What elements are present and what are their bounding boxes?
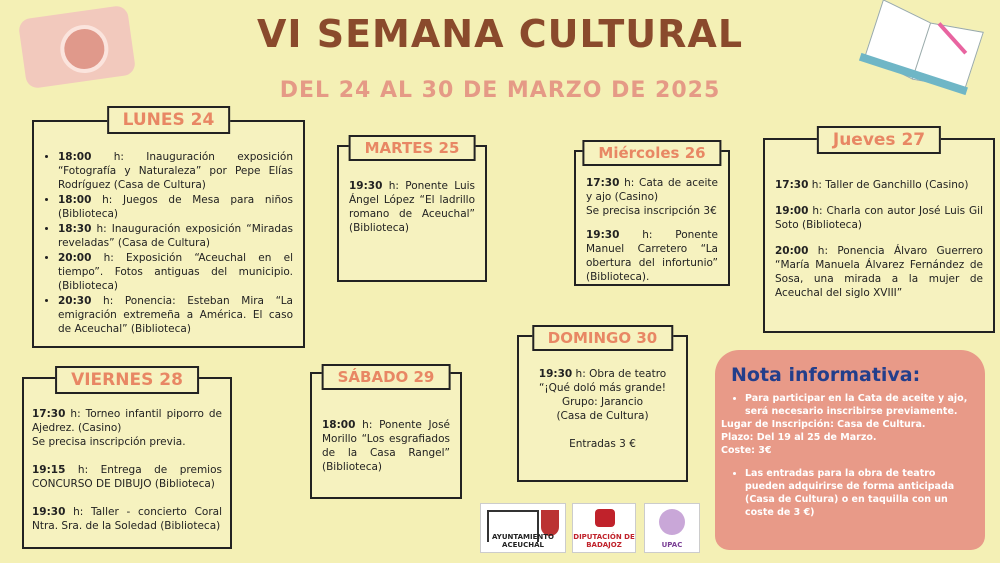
- info-note: [715, 350, 985, 550]
- event-item: 19:30 h: Ponente Luis Ángel López “El ladrillo romano de Aceuchal” (Biblioteca): [349, 180, 475, 234]
- event-item: 19:30 h: Ponente Manuel Carretero “La obertura del infortunio” (Biblioteca).: [586, 229, 718, 283]
- event-item: 20:00 h: Ponencia Álvaro Guerrero “María Manuela Álvarez Fernández de Sosa, una mirada a la mujer de Aceuchal del siglo XVIII”: [775, 245, 983, 299]
- event-item: • 18:30 h: Inauguración exposición “Miradas reveladas” (Casa de Cultura): [58, 222, 293, 250]
- info-note-body: [721, 392, 975, 519]
- day-body-sabado: [322, 418, 450, 486]
- event-item: 18:00 h: Ponente José Morillo “Los esgrafiados de la Casa Rangel” (Biblioteca): [322, 419, 450, 473]
- day-box-martes: [337, 139, 487, 282]
- upac-logo: UPAC: [644, 503, 700, 553]
- note-bullet: • Las entradas para la obra de teatro pueden adquirirse de forma anticipada (Casa de Cultura) o en taquilla con un coste de 3 €): [745, 467, 975, 519]
- note-plazo: Plazo: Del 19 al 25 de Marzo.: [721, 432, 877, 443]
- event-item: 19:30 h: Obra de teatro “¡Qué doló más grande! Grupo: Jarancio (Casa de Cultura): [538, 368, 667, 422]
- day-body-viernes: [32, 407, 222, 545]
- day-box-sabado: [310, 368, 462, 499]
- day-body-martes: [349, 179, 475, 247]
- event-item: • 20:00 h: Exposición “Aceuchal en el tiempo”. Fotos antiguas del municipio. (Biblioteca): [58, 251, 293, 293]
- day-body-domingo: [529, 367, 676, 463]
- day-title-jueves: Jueves 27: [817, 126, 941, 154]
- day-title-martes: MARTES 25: [349, 135, 476, 161]
- upac-emblem-icon: [659, 509, 685, 535]
- event-item: • 20:30 h: Ponencia: Esteban Mira “La emigración extremeña a América. El caso de Aceuchal” (Biblioteca): [58, 294, 293, 336]
- diputacion-logo: DIPUTACIÓN DE BADAJOZ: [572, 503, 636, 553]
- ayuntamiento-logo: AYUNTAMIENTO ACEUCHAL: [480, 503, 566, 553]
- note-coste: Coste: 3€: [721, 445, 772, 456]
- day-box-jueves: [763, 130, 995, 333]
- day-box-viernes: [22, 370, 232, 549]
- event-item: 19:15 h: Entrega de premios CONCURSO DE DIBUJO (Biblioteca): [32, 464, 222, 490]
- day-box-miercoles: [574, 144, 730, 286]
- day-title-domingo: DOMINGO 30: [532, 325, 673, 351]
- day-title-viernes: VIERNES 28: [55, 366, 199, 394]
- event-item: 17:30 h: Torneo infantil piporro de Ajedrez. (Casino) Se precisa inscripción previa.: [32, 408, 222, 448]
- day-body-miercoles: [586, 176, 718, 296]
- info-note-title: Nota informativa:: [731, 364, 921, 386]
- day-title-sabado: SÁBADO 29: [322, 364, 451, 390]
- day-box-lunes: [32, 110, 305, 348]
- event-item: • 18:00 h: Inauguración exposición “Fotografía y Naturaleza” por Pepe Elías Rodríguez (Casa de Cultura): [58, 150, 293, 192]
- note-lugar: Lugar de Inscripción: Casa de Cultura.: [721, 419, 926, 430]
- page-dates: DEL 24 AL 30 DE MARZO DE 2025: [279, 78, 721, 103]
- event-item: 17:30 h: Taller de Ganchillo (Casino): [775, 179, 969, 191]
- event-item: 19:00 h: Charla con autor José Luis Gil Soto (Biblioteca): [775, 205, 983, 231]
- day-title-lunes: LUNES 24: [107, 106, 231, 134]
- event-item: 19:30 h: Taller - concierto Coral Ntra. Sra. de la Soledad (Biblioteca): [32, 506, 222, 532]
- diputacion-emblem-icon: [595, 509, 615, 527]
- event-item: • 18:00 h: Juegos de Mesa para niños (Biblioteca): [58, 193, 293, 221]
- ticket-price: Entradas 3 €: [569, 438, 636, 450]
- day-body-jueves: [775, 178, 983, 312]
- day-body-lunes: [44, 150, 293, 337]
- day-box-domingo: [517, 329, 688, 482]
- event-item: 17:30 h: Cata de aceite y ajo (Casino) Se precisa inscripción 3€: [586, 177, 718, 217]
- note-bullet: • Para participar en la Cata de aceite y ajo, será necesario inscribirse previamente.: [745, 392, 975, 418]
- day-title-miercoles: Miércoles 26: [582, 140, 721, 166]
- page-title: VI SEMANA CULTURAL: [256, 12, 744, 56]
